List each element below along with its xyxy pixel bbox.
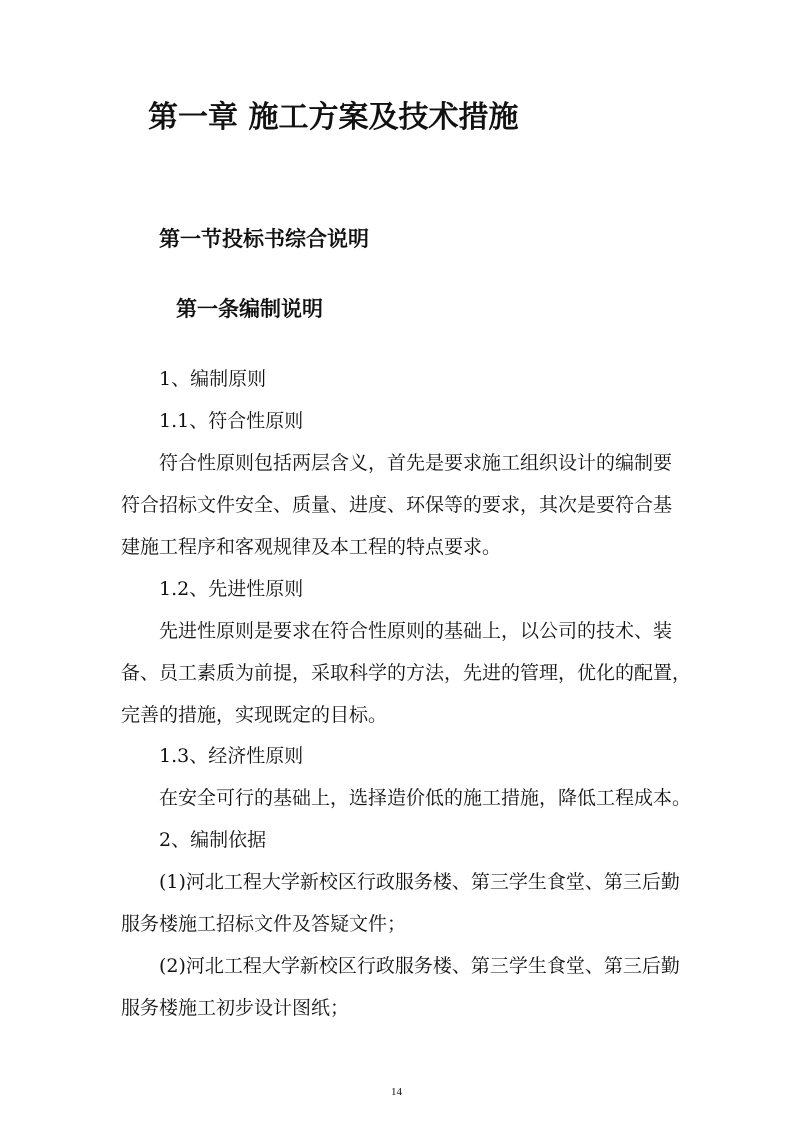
subheading-economy: 1.3、经济性原则 [159, 745, 304, 767]
heading-compile-principles: 1、编制原则 [159, 368, 267, 390]
paragraph-line: (2)河北工程大学新校区行政服务楼、第三学生食堂、第三后勤 [159, 955, 680, 977]
paragraph-line: 服务楼施工招标文件及答疑文件； [121, 913, 407, 935]
paragraph-line: 服务楼施工初步设计图纸； [121, 997, 350, 1019]
paragraph-line: 符合招标文件安全、质量、进度、环保等的要求，其次是要符合基 [121, 494, 673, 516]
paragraph-line: (1)河北工程大学新校区行政服务楼、第三学生食堂、第三后勤 [159, 871, 680, 893]
paragraph-line: 建施工程序和客观规律及本工程的特点要求。 [121, 536, 502, 558]
paragraph-line: 符合性原则包括两层含义，首先是要求施工组织设计的编制要 [159, 452, 673, 474]
chapter-title: 第一章 施工方案及技术措施 [148, 100, 519, 135]
section-title: 第一节投标书综合说明 [159, 227, 369, 251]
paragraph-line: 先进性原则是要求在符合性原则的基础上，以公司的技术、装 [159, 620, 673, 642]
heading-compile-basis: 2、编制依据 [159, 829, 267, 851]
page-number: 14 [391, 1086, 402, 1098]
subheading-advanced: 1.2、先进性原则 [159, 578, 304, 600]
paragraph-line: 在安全可行的基础上，选择造价低的施工措施，降低工程成本。 [159, 787, 692, 809]
paragraph-line: 备、员工素质为前提，采取科学的方法，先进的管理，优化的配置， [121, 662, 692, 684]
paragraph-line: 完善的措施，实现既定的目标。 [121, 704, 388, 726]
subheading-conformity: 1.1、符合性原则 [159, 410, 304, 432]
article-title: 第一条编制说明 [176, 297, 323, 321]
